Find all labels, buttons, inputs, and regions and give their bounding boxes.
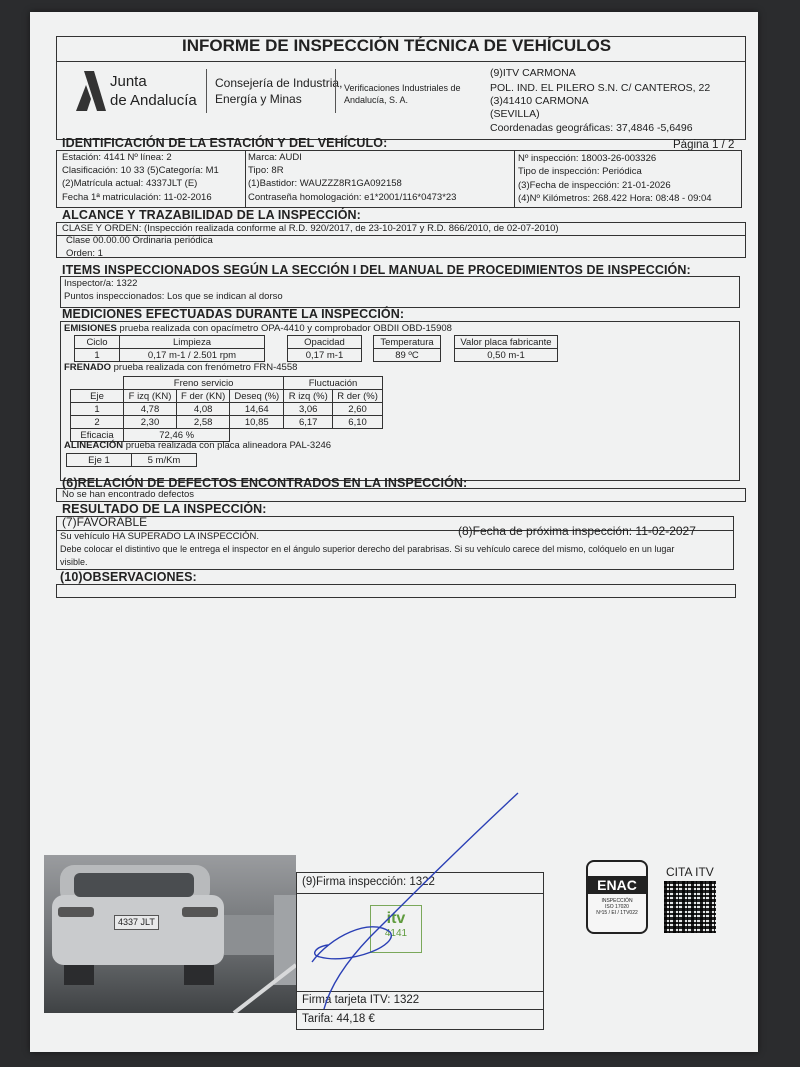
ident-inspection-date: (3)Fecha de inspección: 21-01-2026 — [518, 180, 671, 191]
alignment-line — [64, 440, 331, 451]
scope-heading: ALCANCE Y TRAZABILIDAD DE LA INSPECCIÓN: — [62, 208, 361, 222]
ident-station: Estación: 4141 Nº línea: 2 — [62, 152, 172, 163]
brake-cell: 2 — [71, 416, 124, 429]
emissions-label: EMISIONES — [64, 323, 117, 334]
defects-heading: (6)RELACIÓN DE DEFECTOS ENCONTRADOS EN LA INSPECCIÓN: — [62, 476, 468, 490]
enac-sub3: Nº15 / EI / 1TV022 — [596, 910, 638, 916]
brake-row — [71, 403, 383, 416]
brake-cell: 6,17 — [284, 416, 333, 429]
result-next-inspection: (8)Fecha de próxima inspección: 11-02-2027 — [458, 524, 696, 538]
brake-cell: 4,78 — [124, 403, 177, 416]
alignment-label: ALINEACIÓN — [64, 440, 124, 451]
ident-km: (4)Nº Kilómetros: 268.422 Hora: 08:48 - 09:04 — [518, 193, 712, 204]
brake-cell: 6,10 — [333, 416, 383, 429]
result-line2: Debe colocar el distintivo que le entrega el inspector en el ángulo superior derecho del parabrisas. Si su vehículo carece del mismo, colóquelo en un lugar — [60, 544, 675, 554]
ident-inspection-no: Nº inspección: 18003-26-003326 — [518, 153, 657, 164]
alignment-desc: prueba realizada con placa alineadora PAL-3246 — [123, 440, 332, 451]
emissions-desc: prueba realizada con opacímetro OPA-4410 y comprobador OBDII OBD-15908 — [116, 323, 452, 334]
enac-text: ENAC — [588, 876, 646, 894]
alignment-value: 5 m/Km — [132, 454, 197, 467]
station-coords: Coordenadas geográficas: 37,4846 -5,6496 — [490, 122, 693, 134]
station-address: POL. IND. EL PILERO S.N. C/ CANTEROS, 22 — [490, 82, 711, 94]
inspection-signature-label: (9)Firma inspección: 1322 — [302, 876, 435, 888]
ident-brand: Marca: AUDI — [248, 152, 302, 163]
temperature-value: 89 ºC — [374, 349, 441, 362]
emissions-header-cycle: Ciclo — [75, 336, 120, 349]
alignment-table — [66, 453, 197, 467]
emissions-table — [74, 335, 265, 362]
brake-cell: 10,85 — [230, 416, 284, 429]
enac-sub2: ISO 17020 — [605, 904, 629, 910]
emissions-header-cleaning: Limpieza — [120, 336, 265, 349]
consejeria-line1: Consejería de Industria, — [215, 76, 343, 90]
ident-col-divider-2 — [514, 151, 515, 207]
brake-line — [64, 362, 297, 373]
brake-label: FRENADO — [64, 362, 111, 373]
observations-heading: (10)OBSERVACIONES: — [60, 570, 197, 584]
brake-table — [70, 376, 383, 442]
station-province: (SEVILLA) — [490, 108, 540, 120]
temperature-header: Temperatura — [374, 336, 441, 349]
brake-efficacy-label: Eficacia — [71, 429, 124, 442]
logo-line1: Junta — [110, 73, 147, 90]
card-signature-label: Firma tarjeta ITV: 1322 — [302, 994, 420, 1006]
temperature-table — [373, 335, 441, 362]
items-inspector: Inspector/a: 1322 — [64, 278, 138, 289]
verificaciones-line1: Verificaciones Industriales de — [344, 83, 461, 93]
brake-header: R izq (%) — [284, 390, 333, 403]
manufacturer-value-table — [454, 335, 558, 362]
measurements-heading: MEDICIONES EFECTUADAS DURANTE LA INSPECCIÓN: — [62, 307, 405, 321]
ident-first-registration: Fecha 1ª matriculación: 11-02-2016 — [62, 192, 212, 203]
ident-inspection-type: Tipo de inspección: Periódica — [518, 166, 642, 177]
brake-group-fluct: Fluctuación — [284, 377, 383, 390]
header-divider — [57, 61, 745, 62]
emissions-line — [64, 323, 452, 334]
logo-line2: de Andalucía — [110, 92, 197, 109]
brake-corner — [71, 377, 124, 390]
itv-stamp-number: 4141 — [384, 928, 408, 939]
result-line3: visible. — [60, 557, 88, 567]
brake-cell: 2,60 — [333, 403, 383, 416]
scope-class-order: CLASE Y ORDEN: (Inspección realizada conforme al R.D. 920/2017, de 23-10-2017 y R.D. 866/2010, de 02-07-2010) — [62, 223, 559, 234]
vehicle-plate: 4337 JLT — [114, 915, 159, 930]
identification-heading: IDENTIFICACIÓN DE LA ESTACIÓN Y DEL VEHÍCULO: — [62, 136, 388, 150]
page-number: Página 1 / 2 — [673, 139, 735, 151]
brake-cell: 3,06 — [284, 403, 333, 416]
logo-divider-2 — [335, 69, 336, 113]
station-name: (9)ITV CARMONA — [490, 67, 576, 79]
defects-text: No se han encontrado defectos — [62, 489, 195, 500]
qr-code-icon[interactable] — [664, 881, 716, 933]
brake-cell: 14,64 — [230, 403, 284, 416]
result-heading: RESULTADO DE LA INSPECCIÓN: — [62, 502, 267, 516]
enac-sub1: INSPECCIÓN — [601, 898, 633, 904]
brake-cell: 1 — [71, 403, 124, 416]
cita-itv-label: CITA ITV — [666, 865, 714, 879]
brake-cell: 2,58 — [177, 416, 230, 429]
brake-header: Eje — [71, 390, 124, 403]
opacity-table — [287, 335, 362, 362]
brake-group-service: Freno servicio — [124, 377, 284, 390]
car-rear-icon — [44, 855, 296, 1013]
brake-row — [71, 416, 383, 429]
brake-header: F der (KN) — [177, 390, 230, 403]
brake-cell: 2,30 — [124, 416, 177, 429]
junta-andalucia-logo-icon — [72, 69, 108, 113]
scope-class: Clase 00.00.00 Ordinaria periódica — [66, 235, 213, 246]
manufacturer-value-header: Valor placa fabricante — [455, 336, 558, 349]
station-city: (3)41410 CARMONA — [490, 95, 589, 107]
logo-divider — [206, 69, 207, 113]
brake-efficacy-value: 72,46 % — [124, 429, 230, 442]
brake-header: F izq (KN) — [124, 390, 177, 403]
brake-header: Deseq (%) — [230, 390, 284, 403]
enac-logo — [586, 860, 648, 934]
opacity-header: Opacidad — [288, 336, 362, 349]
manufacturer-value: 0,50 m-1 — [455, 349, 558, 362]
alignment-axle: Eje 1 — [67, 454, 132, 467]
items-points: Puntos inspeccionados: Los que se indican al dorso — [64, 291, 283, 302]
consejeria-line2: Energía y Minas — [215, 92, 302, 106]
report-title: INFORME DE INSPECCIÓN TÉCNICA DE VEHÍCULOS — [182, 36, 612, 55]
verificaciones-line2: Andalucía, S. A. — [344, 95, 409, 105]
brake-desc: prueba realizada con frenómetro FRN-4558 — [110, 362, 298, 373]
opacity-value: 0,17 m-1 — [288, 349, 362, 362]
ident-chassis: (1)Bastidor: WAUZZZ8R1GA092158 — [248, 178, 402, 189]
result-line1: Su vehículo HA SUPERADO LA INSPECCIÓN. — [60, 531, 260, 542]
emissions-cell: 0,17 m-1 / 2.501 rpm — [120, 349, 265, 362]
ident-classification: Clasificación: 10 33 (5)Categoría: M1 — [62, 165, 219, 176]
inspection-report-paper — [30, 12, 758, 1052]
ident-plate: (2)Matrícula actual: 4337JLT (E) — [62, 178, 198, 189]
brake-header: R der (%) — [333, 390, 383, 403]
emissions-cell: 1 — [75, 349, 120, 362]
brake-cell: 4,08 — [177, 403, 230, 416]
scope-order: Orden: 1 — [66, 248, 103, 259]
vehicle-photo — [44, 855, 296, 1013]
ident-type: Tipo: 8R — [248, 165, 284, 176]
pen-signature-icon — [290, 787, 530, 1017]
ident-homologation: Contraseña homologación: e1*2001/116*0473*23 — [248, 192, 457, 203]
result-status: (7)FAVORABLE — [62, 515, 148, 529]
items-heading: ITEMS INSPECCIONADOS SEGÚN LA SECCIÓN I DEL MANUAL DE PROCEDIMIENTOS DE INSPECCIÓN: — [62, 263, 691, 277]
tariff-label: Tarifa: 44,18 € — [302, 1013, 375, 1025]
itv-stamp-text: itv — [386, 910, 406, 927]
ident-col-divider-1 — [245, 151, 246, 207]
observations-box — [56, 584, 736, 598]
